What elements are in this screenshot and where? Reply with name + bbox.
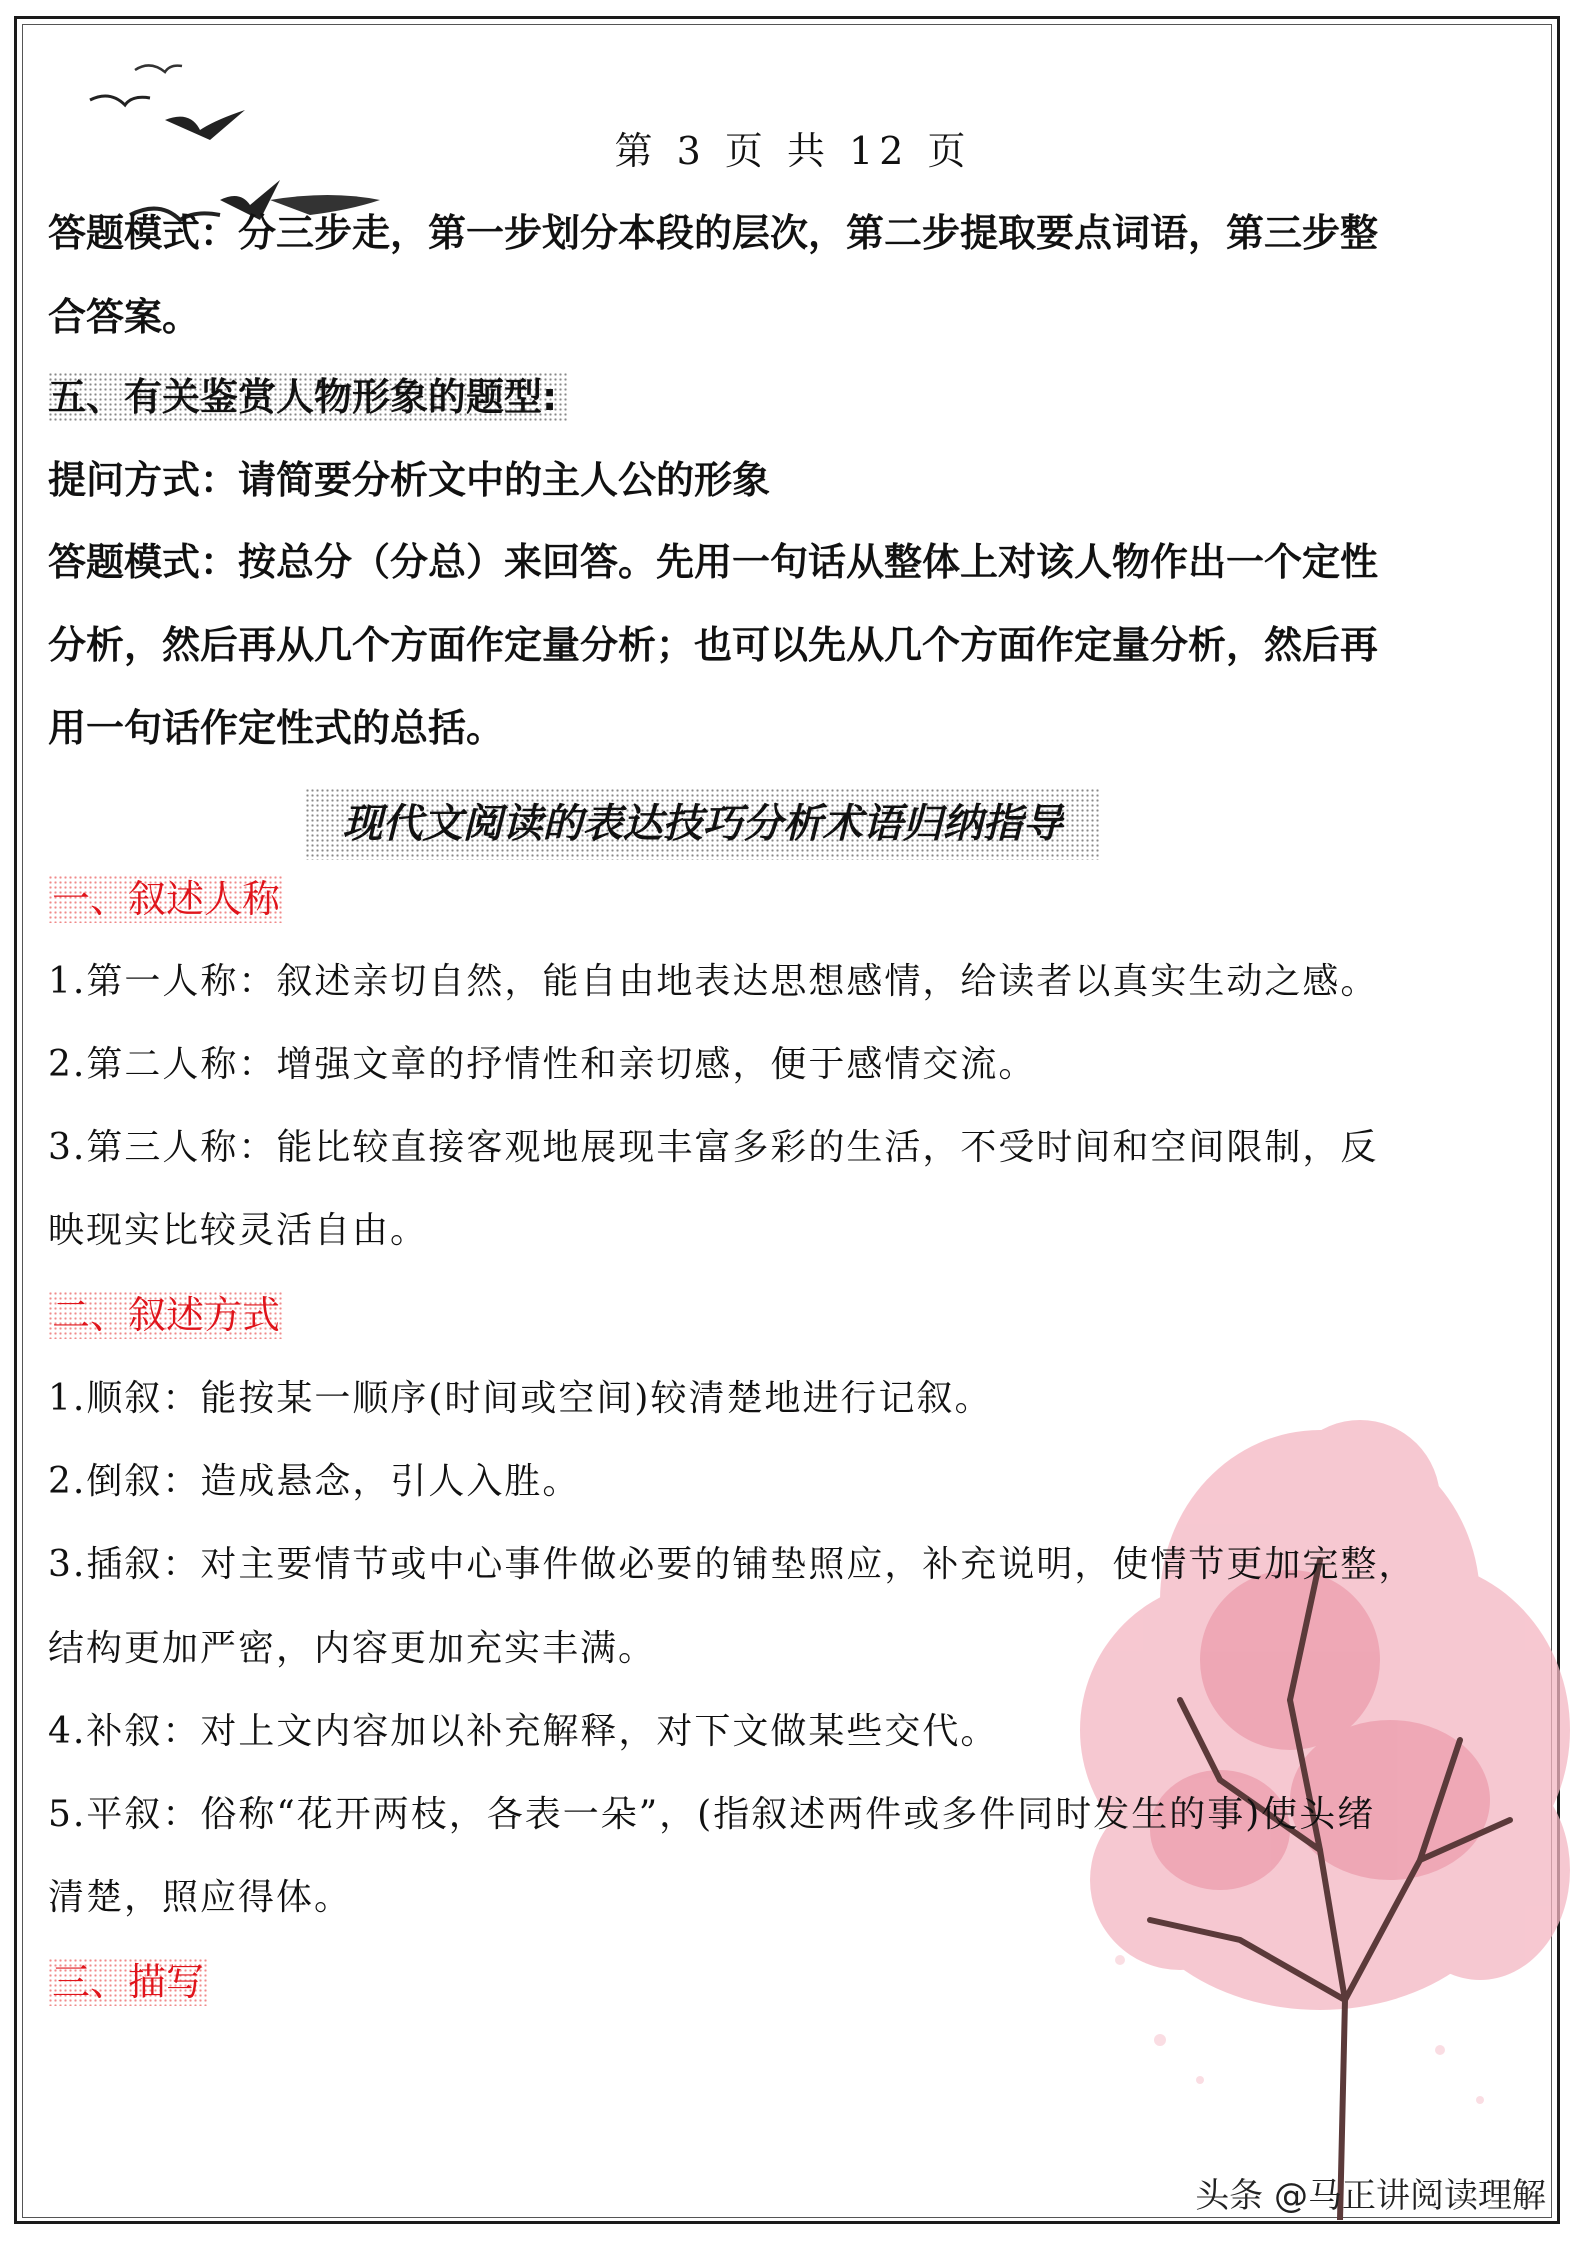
- list-item: 4.补叙：对上文内容加以补充解释，对下文做某些交代。: [48, 1711, 999, 1752]
- list-item: 5.平叙：俗称“花开两枝，各表一朵”，(指叙述两件或多件同时发生的事)使头绪: [48, 1794, 1376, 1835]
- part1-heading: 一、叙述人称: [48, 875, 284, 923]
- list-item: 映现实比较灵活自由。: [48, 1210, 429, 1251]
- answer-mode-line: 答题模式：按总分（分总）来回答。先用一句话从整体上对该人物作出一个定性: [48, 540, 1379, 584]
- list-item: 1.第一人称：叙述亲切自然，能自由地表达思想感情，给读者以真实生动之感。: [48, 961, 1379, 1002]
- list-item: 2.倒叙：造成悬念，引人入胜。: [48, 1461, 581, 1502]
- list-item: 3.插叙：对主要情节或中心事件做必要的铺垫照应，补充说明，使情节更加完整，: [48, 1544, 1417, 1585]
- part3-heading: 三、描写: [48, 1958, 208, 2006]
- question-mode-line: 提问方式：请简要分析文中的主人公的形象: [48, 458, 771, 502]
- answer-mode-line: 合答案。: [48, 295, 201, 339]
- list-item: 3.第三人称：能比较直接客观地展现丰富多彩的生活，不受时间和空间限制，反: [48, 1127, 1379, 1168]
- answer-mode-line: 用一句话作定性式的总括。: [48, 706, 505, 750]
- answer-mode-line: 分析，然后再从几个方面作定量分析；也可以先从几个方面作定量分析，然后再: [48, 623, 1379, 667]
- list-item: 结构更加严密，内容更加充实丰满。: [48, 1628, 657, 1669]
- part2-heading: 二、叙述方式: [48, 1291, 284, 1339]
- section5-heading: 五、有关鉴赏人物形象的题型:: [48, 372, 567, 422]
- main-title: 现代文阅读的表达技巧分析术语归纳指导: [305, 788, 1100, 860]
- page-number: 第 3 页 共 12 页: [614, 129, 972, 173]
- answer-mode-line: 答题模式：分三步走，第一步划分本段的层次，第二步提取要点词语，第三步整: [48, 211, 1379, 255]
- list-item: 清楚，照应得体。: [48, 1877, 353, 1918]
- list-item: 1.顺叙：能按某一顺序(时间或空间)较清楚地进行记叙。: [48, 1378, 993, 1419]
- list-item: 2.第二人称：增强文章的抒情性和亲切感，便于感情交流。: [48, 1044, 1037, 1085]
- watermark: 头条 @马正讲阅读理解: [1195, 2176, 1546, 2216]
